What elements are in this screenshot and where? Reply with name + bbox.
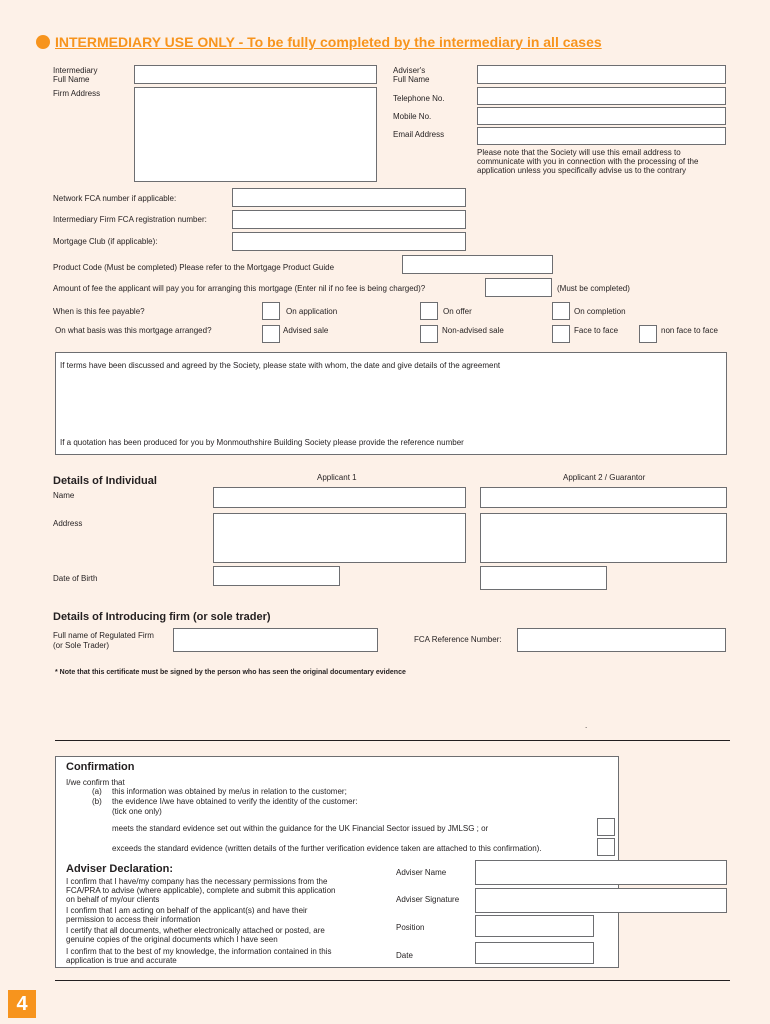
confirmation-intro: I/we confirm that — [66, 778, 125, 787]
option2-text: exceeds the standard evidence (written details of the further verification evidence taken are attached to this confirmation). — [112, 844, 542, 853]
intermediary-name-field[interactable] — [134, 65, 377, 84]
adviser-name-label-1: Adviser's — [393, 66, 426, 75]
non-face-to-face-label: non face to face — [661, 326, 718, 335]
basis-label: On what basis was this mortgage arranged? — [55, 326, 212, 335]
confirmation-b-marker: (b) — [92, 797, 102, 806]
date-input[interactable] — [475, 942, 594, 964]
applicant2-dob-field[interactable] — [480, 566, 607, 590]
network-fca-label: Network FCA number if applicable: — [53, 194, 177, 203]
applicant2-name-field[interactable] — [480, 487, 727, 508]
quotation-text: If a quotation has been produced for you by Monmouthshire Building Society please provide the reference number — [60, 438, 464, 447]
terms-text: If terms have been discussed and agreed by the Society, please state with whom, the date and give details of the agreement — [60, 361, 501, 370]
on-offer-checkbox[interactable] — [420, 302, 438, 320]
firm-fca-field[interactable] — [232, 210, 466, 229]
option1-checkbox[interactable] — [597, 818, 615, 836]
product-code-label: Product Code (Must be completed) Please refer to the Mortgage Product Guide — [53, 263, 335, 272]
position-input[interactable] — [475, 915, 594, 937]
confirmation-b-text: the evidence I/we have obtained to verify the identity of the customer: — [112, 797, 358, 806]
position-label: Position — [396, 923, 425, 932]
telephone-label: Telephone No. — [393, 94, 445, 103]
non-advised-sale-checkbox[interactable] — [420, 325, 438, 343]
confirmation-title: Confirmation — [66, 761, 135, 773]
adviser-signature-label: Adviser Signature — [396, 895, 460, 904]
adviser-p4-line-2: application is true and accurate — [66, 956, 177, 965]
mobile-label: Mobile No. — [393, 112, 432, 121]
firm-name-field[interactable] — [173, 628, 378, 652]
option2-checkbox[interactable] — [597, 838, 615, 856]
dob-label: Date of Birth — [53, 574, 98, 583]
on-application-checkbox[interactable] — [262, 302, 280, 320]
mortgage-club-label: Mortgage Club (if applicable): — [53, 237, 158, 246]
network-fca-field[interactable] — [232, 188, 466, 207]
adviser-p1-line-2: FCA/PRA to advise (where applicable), complete and submit this application — [66, 886, 336, 895]
face-to-face-label: Face to face — [574, 326, 619, 335]
firm-fca-label: Intermediary Firm FCA registration number: — [53, 215, 207, 224]
applicant1-dob-field[interactable] — [213, 566, 340, 586]
non-face-to-face-checkbox[interactable] — [639, 325, 657, 343]
on-completion-label: On completion — [574, 307, 626, 316]
divider-line — [55, 740, 730, 741]
mortgage-club-field[interactable] — [232, 232, 466, 251]
tick-one-note: (tick one only) — [112, 807, 162, 816]
on-completion-checkbox[interactable] — [552, 302, 570, 320]
adviser-name-field[interactable] — [477, 65, 726, 84]
advised-sale-checkbox[interactable] — [262, 325, 280, 343]
adviser-p4-line-1: I confirm that to the best of my knowledge, the information contained in this — [66, 947, 332, 956]
date-label: Date — [396, 951, 413, 960]
individual-section-title: Details of Individual — [53, 475, 157, 487]
introducing-section-title: Details of Introducing firm (or sole trader) — [53, 611, 271, 623]
adviser-signature-input[interactable] — [475, 888, 727, 913]
confirmation-a-text: this information was obtained by me/us in relation to the customer; — [112, 787, 347, 796]
email-label: Email Address — [393, 130, 445, 139]
footer-divider — [55, 980, 730, 981]
fee-required-note: (Must be completed) — [557, 284, 630, 293]
product-code-field[interactable] — [402, 255, 553, 274]
adviser-declaration-title: Adviser Declaration: — [66, 863, 173, 875]
email-note-line-2: communicate with you in connection with the processing of the — [477, 157, 699, 166]
page-number: 4 — [8, 990, 36, 1018]
fca-ref-field[interactable] — [517, 628, 726, 652]
advised-sale-label: Advised sale — [283, 326, 329, 335]
email-field[interactable] — [477, 127, 726, 145]
bullet-icon — [36, 35, 50, 49]
adviser-p1-line-3: on behalf of my/our clients — [66, 895, 160, 904]
telephone-field[interactable] — [477, 87, 726, 105]
intermediary-name-label-1: Intermediary — [53, 66, 98, 75]
face-to-face-checkbox[interactable] — [552, 325, 570, 343]
adviser-p3-line-1: I certify that all documents, whether electronically attached or posted, are — [66, 926, 325, 935]
applicant1-heading: Applicant 1 — [317, 473, 357, 482]
option1-text: meets the standard evidence set out within the guidance for the UK Financial Sector issued by JMLSG ; or — [112, 824, 489, 833]
fee-field[interactable] — [485, 278, 552, 297]
applicant1-name-field[interactable] — [213, 487, 466, 508]
applicant1-address-field[interactable] — [213, 513, 466, 563]
email-note-line-3: application unless you specifically advise us to the contrary — [477, 166, 686, 175]
certificate-note: * Note that this certificate must be signed by the person who has seen the original documentary evidence — [55, 669, 406, 676]
stray-dot: . — [585, 721, 588, 730]
page-title: INTERMEDIARY USE ONLY - To be fully completed by the intermediary in all cases — [55, 34, 602, 50]
confirmation-a-marker: (a) — [92, 787, 102, 796]
firm-address-label: Firm Address — [53, 89, 101, 98]
adviser-p3-line-2: genuine copies of the original documents which I have seen — [66, 935, 278, 944]
firm-name-label-2: (or Sole Trader) — [53, 641, 110, 650]
fee-payable-label: When is this fee payable? — [53, 307, 145, 316]
fee-label: Amount of fee the applicant will pay you for arranging this mortgage (Enter nil if no fee is being charged)? — [53, 284, 426, 293]
fca-ref-label: FCA Reference Number: — [414, 635, 502, 644]
on-application-label: On application — [286, 307, 338, 316]
adviser-name-label-2: Full Name — [393, 75, 430, 84]
non-advised-sale-label: Non-advised sale — [442, 326, 504, 335]
adviser-name-label: Adviser Name — [396, 868, 447, 877]
adviser-p2-line-1: I confirm that I am acting on behalf of the applicant(s) and have their — [66, 906, 308, 915]
applicant2-heading: Applicant 2 / Guarantor — [563, 473, 646, 482]
intermediary-name-label-2: Full Name — [53, 75, 90, 84]
address-label: Address — [53, 519, 83, 528]
on-offer-label: On offer — [443, 307, 472, 316]
name-label: Name — [53, 491, 75, 500]
firm-name-label-1: Full name of Regulated Firm — [53, 631, 154, 640]
adviser-p1-line-1: I confirm that I have/my company has the necessary permissions from the — [66, 877, 328, 886]
mobile-field[interactable] — [477, 107, 726, 125]
applicant2-address-field[interactable] — [480, 513, 727, 563]
email-note-line-1: Please note that the Society will use this email address to — [477, 148, 681, 157]
firm-address-field[interactable] — [134, 87, 377, 182]
adviser-p2-line-2: permission to access their information — [66, 915, 201, 924]
adviser-name-input[interactable] — [475, 860, 727, 885]
